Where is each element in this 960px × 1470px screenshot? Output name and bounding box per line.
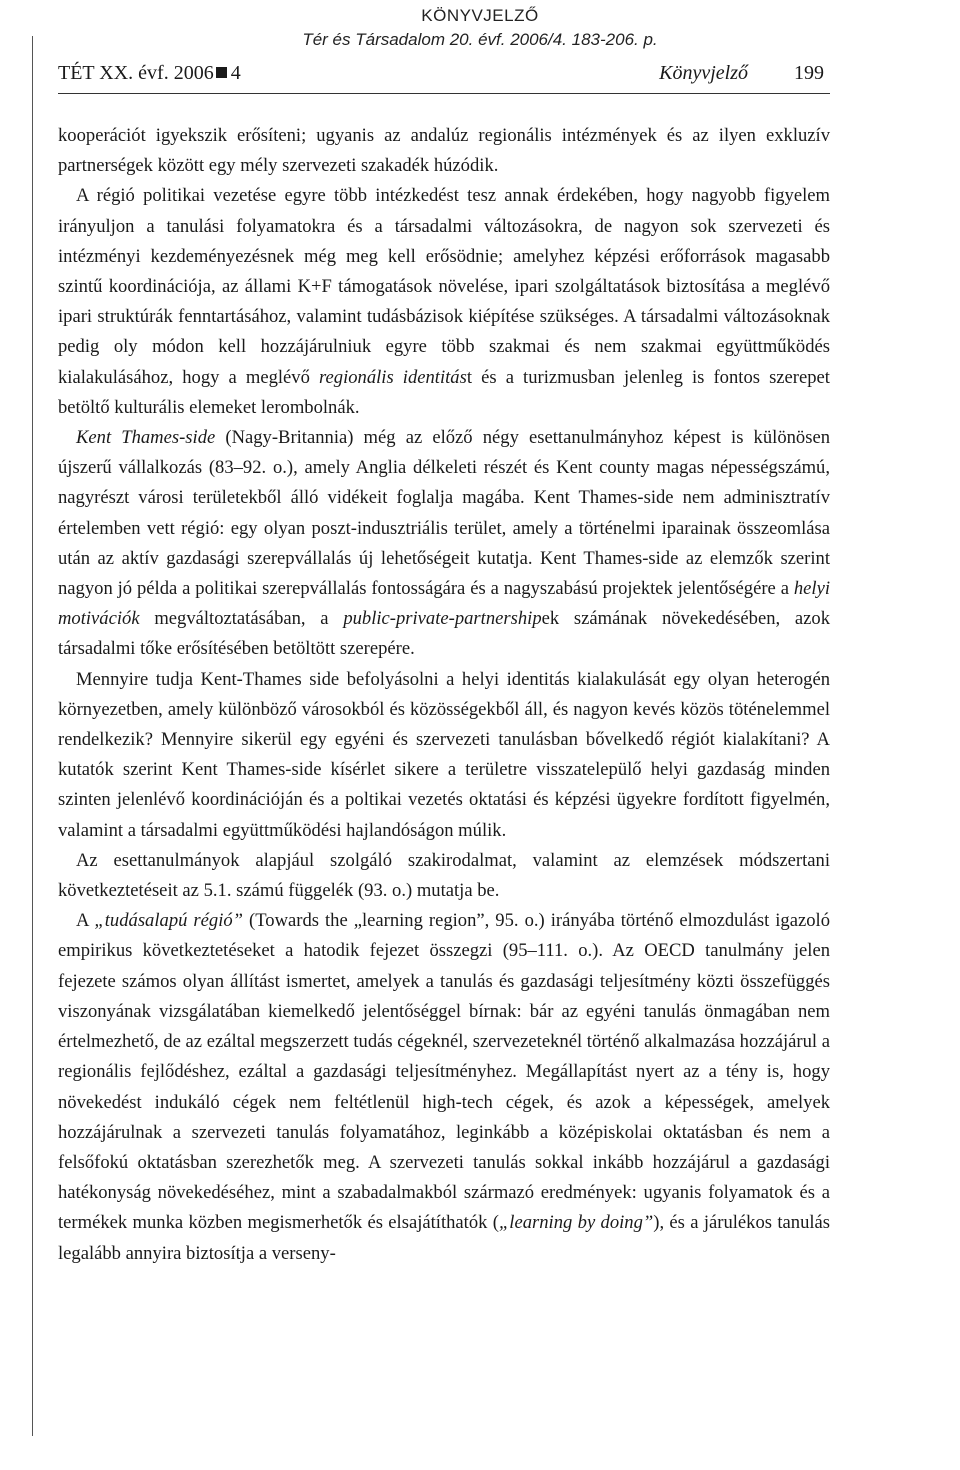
running-head <box>58 62 830 90</box>
page-number: 199 <box>794 62 824 84</box>
banner-section-title: KÖNYVJELZŐ <box>421 6 539 25</box>
text-run: (Nagy-Britannia) még az előző négy esettanulmányhoz képest is különösen újszerű vállalkozás (83–92. o.), amely Anglia délkeleti részét és Kent county magas népességszámú, nagyrészt városi területekből álló vidékeit foglalja magába. Kent Thames-side nem adminisztratív értelemben vett régió: egy olyan poszt-indusztriális terület, amely a történelmi iparainak összeomlása után az aktív gazdasági szerepvállalás új lehetőségeit kutatja. Kent Thames-side az elemzők szerint nagyon jó példa a politikai szerepvállalás fontosságára és a nagyszabású projektek jelentőségére a <box>58 427 830 600</box>
running-head-journal <box>58 62 241 85</box>
paragraph <box>58 846 830 906</box>
text-run: (Towards the „learning region”, 95. o.) irányába történő elmozdulást igazoló empirikus következtetéseket a hatodik fejezet összegzi (95–111. o.). Az OECD tanulmány jelen fejezete számos olyan állítást ismertet, amelyek a tanulás és gazdasági teljesítmény közti összefüggés viszonyának vizsgálatában kiemelkedő jelentőséggel bírnak: bár az egyéni tanulás önmagában nem értelmezhető, de az ezáltal megszerzett tudás cégeknél, szervezeteknél történő alkalmazása hozzájárul a regionális fejlődéshez, ezáltal a gazdasági teljesítményhez. Megállapítást nyert az a tény is, hogy növekedést indukáló cégek nem feltétlenül high-tech cégek, és azok a képességek, amelyek hozzájárulnak a szervezeti tanulás folyamatához, leginkább a középiskolai oktatásban és nem a felsőfokú oktatásban szerezhetők meg. A szervezeti tanulás sokkal inkább hozzájárul a gazdasági hatékonyság növekedéséhez, mint a szabadalmakból származó eredmények: ugyanis folyamatok és a termékek munka közben megismerhetők és elsajátíthatók ( <box>58 910 830 1234</box>
italic-phrase: „tudásalapú régió” <box>94 910 244 932</box>
text-run: A <box>76 910 95 932</box>
paragraph <box>58 665 830 846</box>
text-run: t és a turizmusban jelenleg is fontos szerepet betöltő kulturális elemeket lerombolnák. <box>58 366 830 418</box>
issue-number: 4 <box>230 62 241 84</box>
text-run: A régió politikai vezetése egyre több intézkedést tesz annak érdekében, hogy nagyobb figyelem irányuljon a tanulási folyamatokra és a társadalmi változásokra, de nagyon sok szervezeti és intézményi kezdeményezésnek még meg kell erősödnie; amelyhez képzési erőforrások magasabb szintű koordinációja, az állami K+F támogatások növelése, ipari szolgáltatások biztosítása a meglévő ipari struktúrák fenntartásához, valamint tudásbázisok kiépítése szükséges. A társadalmi változásoknak pedig oly módon kell hozzájárulniuk egyre több szakmai és nem szakmai együttműködés kialakulásához, hogy a meglévő <box>58 185 830 388</box>
text-run: Az esettanulmányok alapjául szolgáló szakirodalmat, valamint az elemzések módszertani következtetéseit az 5.1. számú függelék (93. o.) mutatja be. <box>58 849 830 902</box>
text-run: kooperációt igyekszik erősíteni; ugyanis az andalúz regionális intézmények és az ilyen exkluzív partnerségek között egy mély szervezeti szakadék húzódik. <box>58 125 830 177</box>
margin-line <box>32 36 33 1436</box>
article-body <box>58 121 830 1269</box>
italic-phrase: helyi motivációk <box>58 578 830 630</box>
header-rule <box>58 93 830 94</box>
paragraph <box>58 181 830 423</box>
square-bullet-icon <box>216 67 227 78</box>
paragraph <box>58 121 830 181</box>
italic-phrase: Kent Thames-side <box>76 427 216 449</box>
italic-phrase: regionális identitás <box>318 366 467 388</box>
text-run: ), és a járulékos tanulás legalább annyira biztosítja a verseny- <box>58 1212 831 1264</box>
banner-citation: Tér és Társadalom 20. évf. 2006/4. 183-206. p. <box>302 30 658 49</box>
italic-phrase: „learning by doing” <box>498 1212 654 1234</box>
running-head-section: Könyvjelző <box>659 62 748 84</box>
text-run: Mennyire tudja Kent-Thames side befolyásolni a helyi identitás kialakulását egy olyan heterogén környezetben, amely különböző városokból és közösségekből áll, és nagyon kevés közös töténelemmel rendelkezik? Mennyire sikerül egy egyéni és szervezeti tanulásban bővelkedő régiót kialakítani? A kutatók szerint Kent Thames-side kísérlet sikere a területre visszatelepülő helyi gazdaság minden szinten jelenlévő koordinációján és a poltikai vezetés oktatási és képzési ügyekre fordított figyelmén, valamint a társadalmi együttműködési hajlandóságon múlik. <box>58 668 830 841</box>
journal-label: TÉT XX. évf. 2006 <box>58 62 214 84</box>
text-run: megváltoztatásában, a <box>139 608 344 630</box>
paragraph <box>58 423 830 665</box>
text-run: ek számának növekedésében, azok társadalmi tőke erősítésében betöltött szerepére. <box>58 608 831 660</box>
italic-phrase: public-private-partnership <box>343 608 542 630</box>
paragraph <box>58 906 830 1268</box>
